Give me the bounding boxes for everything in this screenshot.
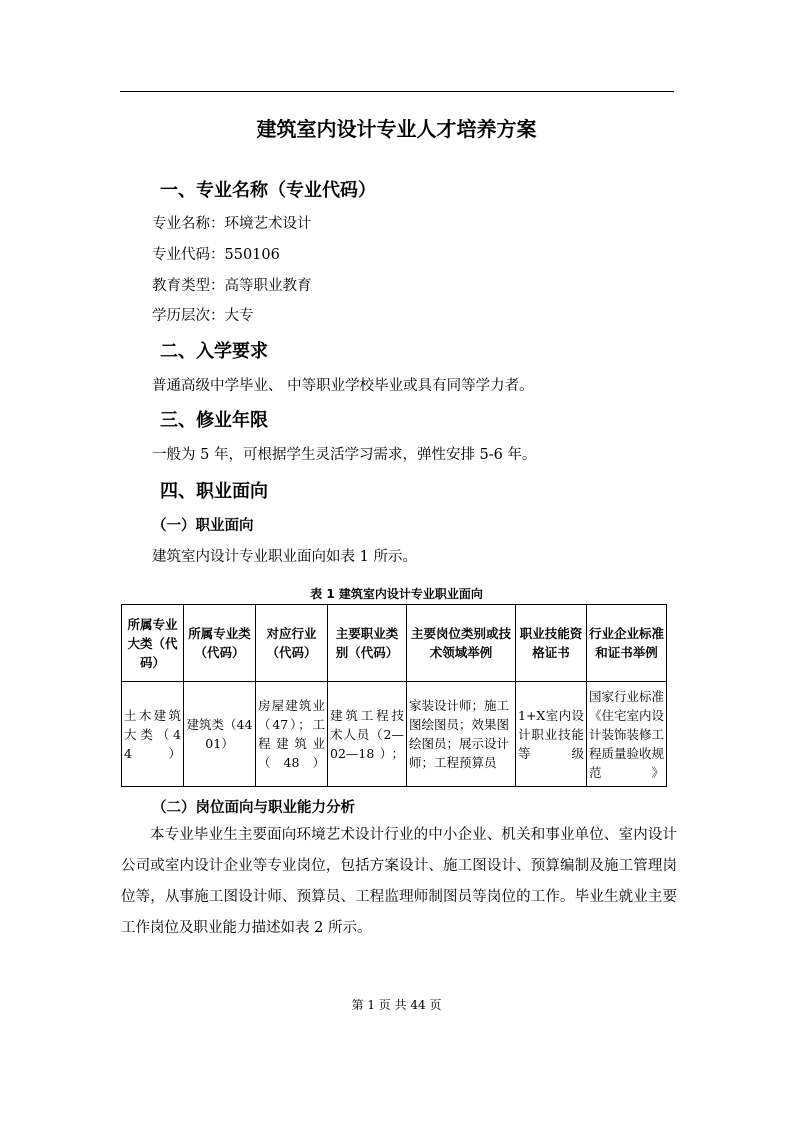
position-analysis-text: 本专业毕业生主要面向环境艺术设计行业的中小企业、机关和事业单位、室内设计公司或室内设计企业等专业岗位，包括方案设计、施工图设计、预算编制及施工管理岗位等，从事施工图设计师、预算员、工程监理师制图员等岗位的工作。毕业生就业主要工作岗位及职业能力描述如表 2 所示。 bbox=[121, 827, 677, 936]
career-table bbox=[121, 604, 667, 787]
table-header-row bbox=[122, 605, 667, 682]
document-title: 建筑室内设计专业人才培养方案 bbox=[256, 117, 537, 141]
table-cell-positions: 家装设计师；施工图绘图员；效果图绘图员；展示设计师；工程预算员 bbox=[407, 682, 516, 787]
table-cell-class: 建筑类（4401） bbox=[184, 682, 256, 787]
table-header-cell: 职业技能资格证书 bbox=[516, 605, 587, 682]
career-intro-text: 建筑室内设计专业职业面向如表 1 所示。 bbox=[152, 549, 417, 565]
table-caption: 表 1 建筑室内设计专业职业面向 bbox=[310, 587, 483, 601]
header-rule bbox=[120, 91, 674, 92]
table-cell-category: 土木建筑大类（44） bbox=[122, 682, 184, 787]
table-header-cell: 主要岗位类别或技术领域举例 bbox=[407, 605, 516, 682]
education-type-line: 教育类型：高等职业教育 bbox=[152, 278, 312, 294]
table-header-cell: 所属专业类（代码） bbox=[184, 605, 256, 682]
page-footer: 第 1 页 共 44 页 bbox=[351, 998, 442, 1012]
table-header-cell: 所属专业大类（代码） bbox=[122, 605, 184, 682]
table-header-cell: 行业企业标准和证书举例 bbox=[587, 605, 667, 682]
table-row bbox=[122, 682, 667, 787]
section-heading-1: 一、专业名称（专业代码） bbox=[160, 180, 376, 201]
duration-text: 一般为 5 年，可根据学生灵活学习需求，弹性安排 5-6 年。 bbox=[152, 447, 537, 463]
section-heading-2: 二、入学要求 bbox=[160, 341, 268, 362]
table-cell-industry: 房屋建筑业（47）；工程建筑业（48） bbox=[256, 682, 328, 787]
table-header-cell: 对应行业（代码） bbox=[256, 605, 328, 682]
table-cell-standards: 国家行业标准《住宅室内设计装饰装修工程质量验收规范》 bbox=[587, 682, 667, 787]
table-header-cell: 主要职业类别（代码） bbox=[328, 605, 407, 682]
section-heading-4: 四、职业面向 bbox=[160, 481, 268, 502]
admission-text: 普通高级中学毕业、 中等职业学校毕业或具有同等学力者。 bbox=[152, 378, 534, 394]
table-cell-certificate: 1+X室内设计职业技能等级 bbox=[516, 682, 587, 787]
table-cell-occupation: 建筑工程技术人员（2—02—18）； bbox=[328, 682, 407, 787]
major-name-line: 专业名称：环境艺术设计 bbox=[152, 216, 312, 232]
subsection-heading-2: （二）岗位面向与职业能力分析 bbox=[152, 800, 355, 816]
major-code-line: 专业代码：550106 bbox=[152, 247, 280, 263]
subsection-heading-1: （一）职业面向 bbox=[152, 518, 254, 534]
education-level-line: 学历层次：大专 bbox=[152, 308, 254, 324]
section-heading-3: 三、修业年限 bbox=[160, 410, 268, 431]
